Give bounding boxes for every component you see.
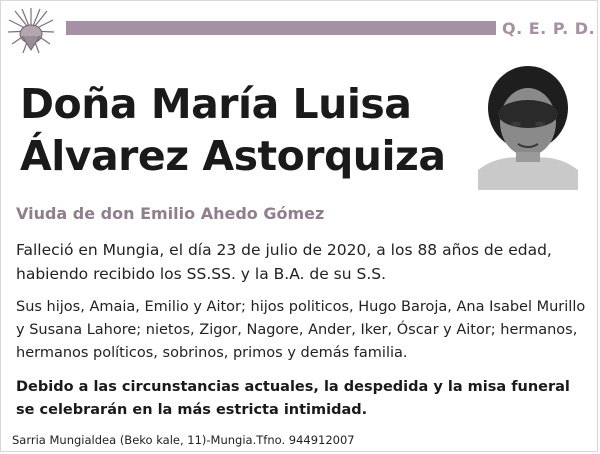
funeral-home-info: Sarria Mungialdea (Beko kale, 11)-Mungia.Tfno. 944912007 — [12, 433, 355, 447]
header-bar — [66, 21, 496, 35]
name-line-1: Doña María Luisa — [20, 80, 412, 128]
name-line-2: Álvarez Astorquiza — [20, 132, 446, 180]
deceased-name — [20, 78, 446, 182]
thistle-icon — [6, 6, 56, 56]
death-notice: Falleció en Mungia, el día 23 de julio de 2020, a los 88 años de edad, habiendo recibido los SS.SS. y la B.A. de su S.S. — [16, 241, 552, 283]
portrait-photo — [478, 58, 578, 190]
funeral-notice: Debido a las circunstancias actuales, la despedida y la misa funeral se celebrarán en la más estricta intimidad. — [16, 379, 570, 418]
widow-of-line: Viuda de don Emilio Ahedo Gómez — [16, 204, 325, 223]
family-list: Sus hijos, Amaia, Emilio y Aitor; hijos politicos, Hugo Baroja, Ana Isabel Murillo y Susana Lahore; nietos, Zigor, Nagore, Ander, Iker, Óscar y Aitor; hermanos, hermanos políticos, sobrinos, primos y demás familia. — [16, 299, 586, 361]
qepd-label: Q. E. P. D. — [502, 19, 596, 38]
